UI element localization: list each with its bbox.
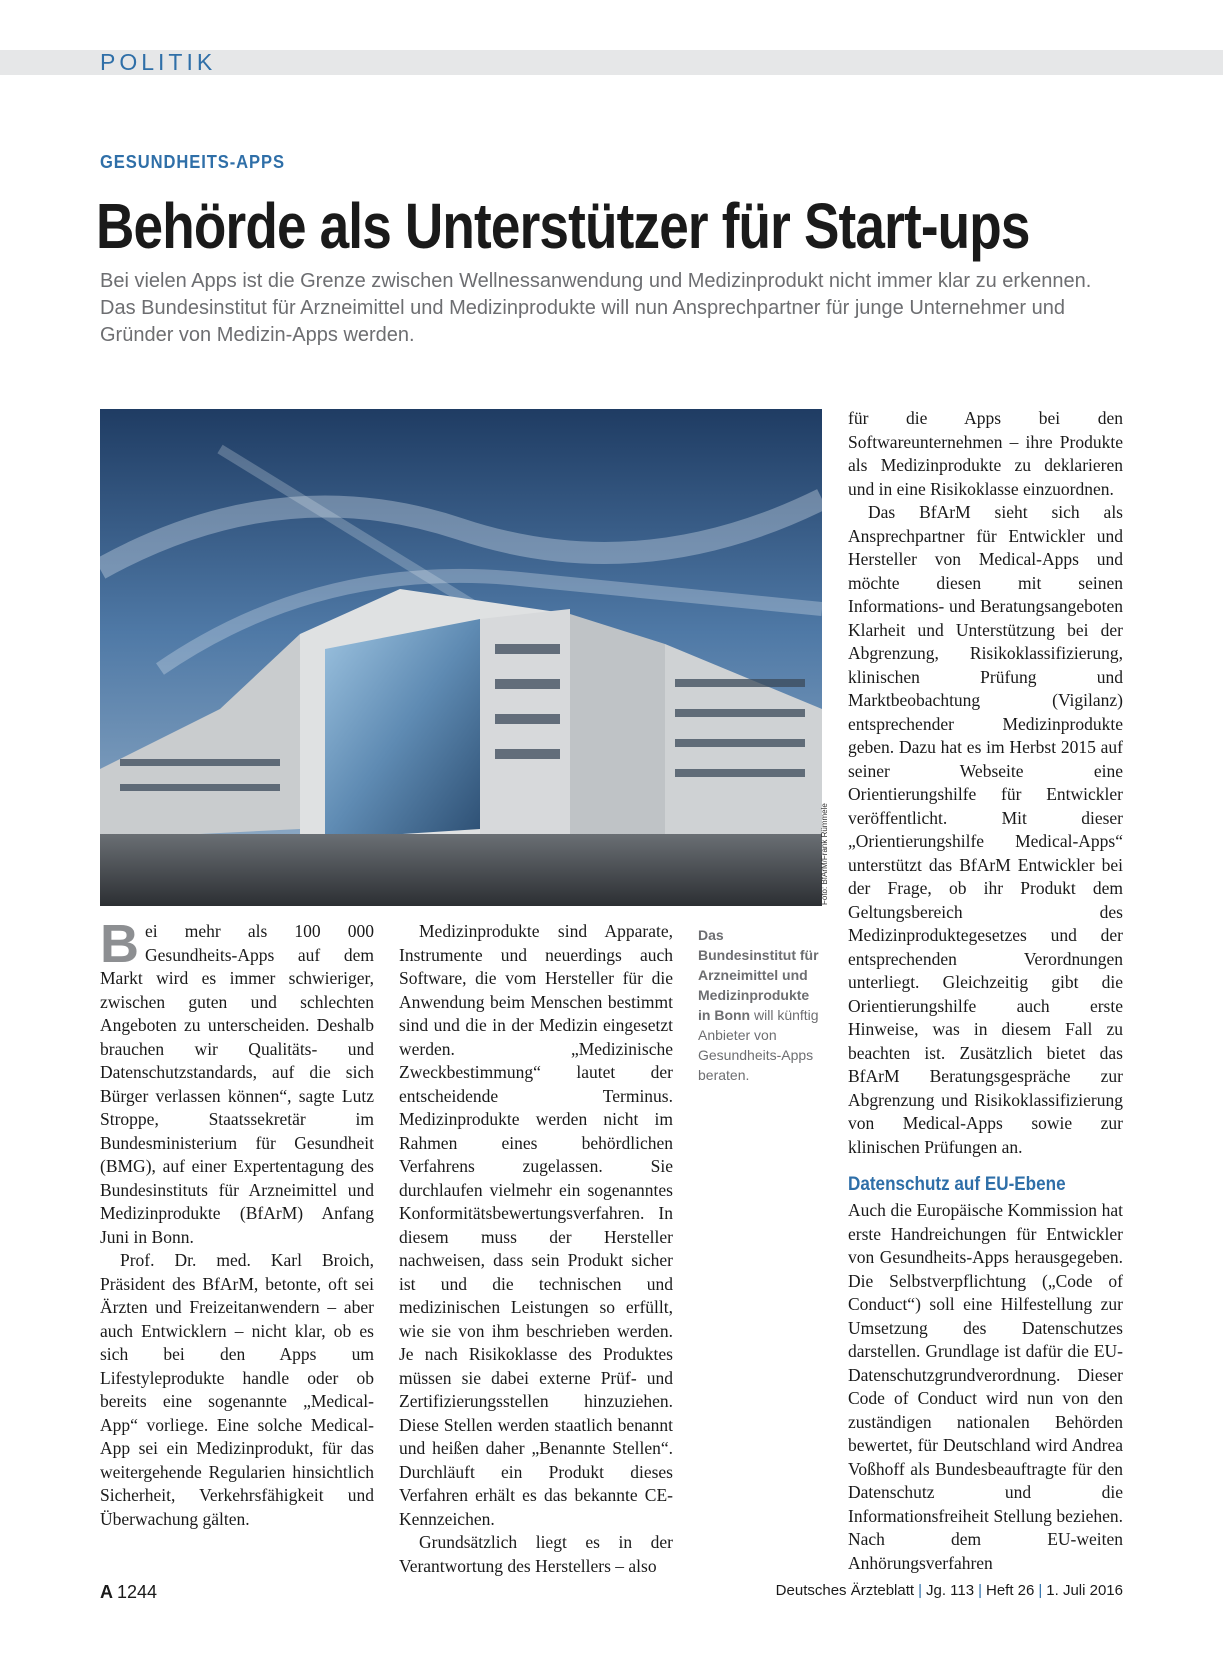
article-kicker: GESUNDHEITS-APPS: [100, 152, 285, 172]
page-footer: [100, 1582, 1123, 1606]
photo-credit: Foto: BfArM/Frank Rümmele: [820, 803, 829, 905]
paragraph: Das BfArM sieht sich als Ansprechpartner für Entwickler und Hersteller von Medical-Apps und möchte diesen mit seinen Informations- und Beratungsangeboten Klarheit und Unterstützung bei der Abgrenzung, Risikoklassifizierung, klinischen Prüfung und Marktbeobachtung (Vigilanz) entsprechender Medizinprodukte geben. Dazu hat es im Herbst 2015 auf seiner Webseite eine Orientierungshilfe für Entwickler veröffentlicht. Mit dieser „Orientierungshilfe Medical-Apps“ unterstützt das BfArM Entwickler bei der Frage, ob ihr Produkt dem Geltungsbereich des Medizinproduktegesetzes und der entsprechenden Verordnungen unterliegt. Gleichzeitig gibt die Orientierungshilfe auch erste Hinweise, was in diesem Fall zu beachten ist. Zusätzlich bietet das BfArM Beratungsgespräche zur Abgrenzung und Risikoklassifizierung von Medical-Apps sowie zur klinischen Prüfungen an.: [848, 502, 1123, 1157]
paragraph: [100, 914, 374, 1249]
paragraph: Auch die Europäische Kommission hat erste Handreichungen für Entwickler von Gesundheits-Apps herausgegeben. Die Selbstverpflichtung („Code of Conduct“) soll eine Hilfestellung zur Umsetzung des Datenschutzes darstellen. Grundlage ist dafür die EU-Datenschutzgrundverordnung. Dieser Code of Conduct wird nun von den zuständigen nationalen Behörden bewertet, für Deutschland wird Andrea Voßhoff als Bundesbeauftragte für den Datenschutz und die Informationsfreiheit Stellung beziehen. Nach dem EU-weiten Anhörungsverfahren: [848, 1200, 1123, 1573]
paragraph: Prof. Dr. med. Karl Broich, Präsident des BfArM, betonte, oft sei Ärzten und Freizeitanwendern – aber auch Entwicklern – nicht klar, ob es sich bei den Apps um Lifestyleprodukte handle oder ob bereits eine sogenannte „Medical-App“ vorliege. Eine solche Medical-App sei ein Medizinprodukt, für das weitergehende Regularien hinsichtlich Sicherheit, Verkehrsfähigkeit und Überwachung gälten.: [100, 1250, 374, 1529]
section-label: POLITIK: [100, 49, 217, 75]
body-column-right: [848, 407, 1123, 1575]
photo-caption: [698, 925, 823, 1085]
building-photo: [100, 409, 822, 906]
page-letter: A: [100, 1582, 113, 1602]
article-lead: Bei vielen Apps ist die Grenze zwischen Wellnessanwendung und Medizinprodukt nicht immer klar zu erkennen. Das Bundesinstitut für Arzneimittel und Medizinprodukte will nun Ansprechpartner für junge Unternehmer und Gründer von Medizin-Apps werden.: [100, 270, 1092, 346]
paragraph-text: ei mehr als 100 000 Gesundheits-Apps auf dem Markt wird es immer schwieriger, zwischen guten und schlechten Angeboten zu unterscheiden. Deshalb brauchen wir Qualitäts- und Datenschutzstandards, auf die sich Bürger verlassen können“, sagte Lutz Stroppe, Staatssekretär im Bundesministerium für Gesundheit (BMG), auf einer Expertentagung des Bundesinstituts für Arzneimittel und Medizinprodukte (BfArM) Anfang Juni in Bonn.: [100, 921, 374, 1247]
paragraph: für die Apps bei den Softwareunternehmen – ihre Produkte als Medizinprodukte zu deklarieren und in eine Risikoklasse einzuordnen.: [848, 408, 1123, 499]
paragraph: Grundsätzlich liegt es in der Verantwortung des Herstellers – also: [399, 1532, 673, 1576]
body-column-middle: [399, 920, 673, 1578]
caption-bold: Das Bundesinstitut für Arzneimittel und Medizinprodukte in Bonn: [698, 927, 819, 1023]
journal-name: Deutsches Ärzteblatt: [775, 1582, 915, 1599]
journal-issue: Heft 26: [985, 1582, 1035, 1599]
body-column-left: [100, 914, 374, 1531]
journal-info: Deutsches Ärzteblatt | Jg. 113 | Heft 26 | 1. Juli 2016: [775, 1582, 1123, 1599]
caption-text: will künftig Anbieter von Gesundheits-Apps beraten.: [698, 1007, 819, 1083]
page-number: 1244: [117, 1582, 158, 1602]
paragraph: Medizinprodukte sind Apparate, Instrumente und neuerdings auch Software, die vom Hersteller für die Anwendung beim Menschen bestimmt sind und die in der Medizin eingesetzt werden. „Medizinische Zweckbestimmung“ lautet der entscheidende Terminus. Medizinprodukte werden nicht im Rahmen eines behördlichen Verfahrens zugelassen. Sie durchlaufen vielmehr ein sogenanntes Konformitätsbewertungsverfahren. In diesem muss der Hersteller nachweisen, dass sein Produkt sicher ist und die technischen und medizinischen Leistungen so erfüllt, wie sie von ihm beschrieben werden. Je nach Risikoklasse des Produktes müssen sie dabei externe Prüf- und Zertifizierungsstellen hinzuziehen. Diese Stellen werden staatlich benannt und heißen daher „Benannte Stellen“. Durchläuft ein Produkt dieses Verfahren erhält es das bekannte CE-Kennzeichen.: [399, 921, 673, 1529]
article-headline: Behörde als Unterstützer für Start-ups: [96, 190, 1030, 262]
drop-cap: B: [100, 914, 139, 974]
journal-volume: Jg. 113: [925, 1582, 975, 1599]
subheading: Datenschutz auf EU-Ebene: [848, 1174, 1066, 1195]
journal-date: 1. Juli 2016: [1046, 1582, 1123, 1599]
